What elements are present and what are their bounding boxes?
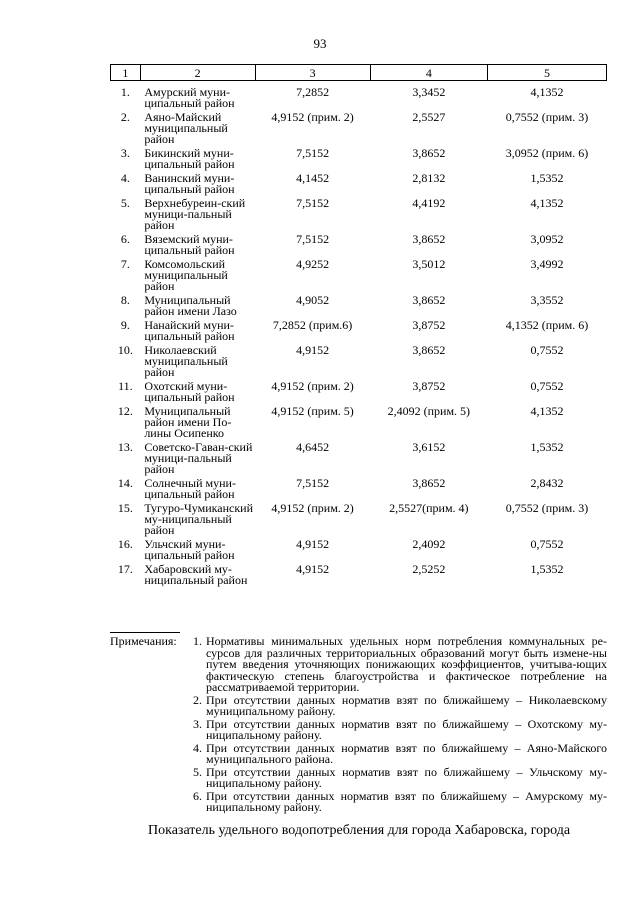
row-number: 8. xyxy=(120,293,130,307)
page-number: 93 xyxy=(313,36,327,51)
value-col5: 4,1352 xyxy=(530,404,564,418)
value-col3: 4,9152 (прим. 2) xyxy=(271,110,354,124)
value-col4: 3,8652 xyxy=(412,476,446,490)
district-name: Муниципальный район имени Лазо xyxy=(144,293,237,318)
note-number: 6. xyxy=(193,788,202,803)
row-number: 14. xyxy=(117,476,133,490)
table-row xyxy=(111,256,607,292)
value-col4: 4,4192 xyxy=(412,196,446,210)
note-text: При отсутствии данных норматив взят по ближайшему – Охотскому му-ниципальному району. xyxy=(206,716,607,742)
value-col5: 0,7552 xyxy=(530,343,564,357)
table-row xyxy=(111,536,607,561)
value-col4: 2,8132 xyxy=(412,171,446,185)
value-col5: 4,1352 (прим. 6) xyxy=(505,318,589,332)
value-col3: 4,9152 (прим. 5) xyxy=(271,404,354,418)
note-text: Нормативы минимальных удельных норм потребления коммунальных ре-сурсов для различных территориальных образований могут быть измене-ны путем введения уточняющих понижающих коэффициентов, учитыва-ющих фактическую степень благоустройства и фактическое потребление на рассматриваемой территории. xyxy=(206,634,607,694)
note-item xyxy=(193,636,607,694)
district-name: Солнечный муни-ципальный район xyxy=(144,476,236,501)
value-col3: 4,9152 xyxy=(296,537,330,551)
value-col5: 0,7552 xyxy=(530,379,564,393)
value-col5: 3,0952 (прим. 6) xyxy=(505,146,589,160)
note-number: 5. xyxy=(193,764,202,779)
district-name: Амурский муни-ципальный район xyxy=(144,85,235,110)
value-col4: 3,8652 xyxy=(412,343,446,357)
column-header: 5 xyxy=(488,65,607,81)
value-col5: 4,1352 xyxy=(530,196,564,210)
value-col5: 1,5352 xyxy=(530,440,564,454)
value-col3: 4,9152 xyxy=(296,343,330,357)
value-col3: 4,9152 (прим. 2) xyxy=(271,501,354,515)
value-col4: 2,4092 xyxy=(412,537,446,551)
district-name: Охотский муни-ципальный район xyxy=(144,379,235,404)
body-paragraph: Показатель удельного водопотребления для города Хабаровска, города xyxy=(148,823,571,838)
district-name: Николаевский муниципальный район xyxy=(144,343,228,379)
value-col5: 4,1352 xyxy=(530,85,564,99)
value-col3: 4,9052 xyxy=(296,293,330,307)
notes-label: Примечания: xyxy=(110,634,177,648)
table-row xyxy=(111,378,607,403)
value-col4: 3,3452 xyxy=(412,85,446,99)
row-number: 1. xyxy=(120,85,130,99)
note-text: При отсутствии данных норматив взят по ближайшему – Амурскому му-ниципальному району. xyxy=(206,788,607,814)
value-col4: 2,5252 xyxy=(412,562,446,576)
value-col5: 0,7552 (прим. 3) xyxy=(505,501,589,515)
table-row xyxy=(111,561,607,586)
row-number: 4. xyxy=(120,171,130,185)
value-col4: 2,5527 xyxy=(412,110,446,124)
row-number: 7. xyxy=(120,257,130,271)
value-col5: 0,7552 xyxy=(530,537,564,551)
district-name: Вяземский муни-ципальный район xyxy=(144,232,235,257)
district-name: Ванинский муни-ципальный район xyxy=(144,171,235,196)
note-item xyxy=(193,740,607,766)
note-text: При отсутствии данных норматив взят по ближайшему – Николаевскому муниципальному району. xyxy=(206,692,607,718)
notes-list xyxy=(193,636,607,815)
notes-divider xyxy=(110,632,180,633)
table-row xyxy=(111,170,607,195)
note-text: При отсутствии данных норматив взят по ближайшему – Аяно-Майского муниципального района. xyxy=(206,740,607,766)
value-col3: 7,2852 (прим.6) xyxy=(272,318,353,332)
row-number: 9. xyxy=(120,318,130,332)
value-col4: 3,5012 xyxy=(412,257,446,271)
value-col5: 3,4992 xyxy=(530,257,564,271)
table-row xyxy=(111,81,607,110)
district-name: Аяно-Майский муниципальный район xyxy=(144,110,228,146)
district-name: Комсомольский муниципальный район xyxy=(144,257,228,293)
note-number: 4. xyxy=(193,740,202,755)
value-col4: 2,5527(прим. 4) xyxy=(389,501,469,515)
note-number: 3. xyxy=(193,716,202,731)
table-row xyxy=(111,195,607,231)
district-name: Тугуро-Чумиканский му-ниципальный район xyxy=(144,501,254,537)
row-number: 11. xyxy=(118,379,133,393)
value-col3: 4,6452 xyxy=(296,440,330,454)
table-row xyxy=(111,439,607,475)
note-number: 2. xyxy=(193,692,202,707)
district-name: Бикинский муни-ципальный район xyxy=(144,146,235,171)
value-col4: 3,8652 xyxy=(412,146,446,160)
table-row xyxy=(111,292,607,317)
value-col5: 3,3552 xyxy=(530,293,564,307)
value-col5: 1,5352 xyxy=(530,562,564,576)
value-col3: 4,9252 xyxy=(296,257,330,271)
table-row xyxy=(111,109,607,145)
table-row xyxy=(111,403,607,439)
value-col5: 3,0952 xyxy=(530,232,564,246)
value-col3: 7,2852 xyxy=(296,85,330,99)
value-col4: 3,8752 xyxy=(412,379,446,393)
value-col3: 7,5152 xyxy=(296,232,330,246)
row-number: 5. xyxy=(120,196,130,210)
row-number: 10. xyxy=(117,343,133,357)
table-row xyxy=(111,342,607,378)
value-col4: 3,8652 xyxy=(412,232,446,246)
value-col3: 4,9152 (прим. 2) xyxy=(271,379,354,393)
value-col4: 2,4092 (прим. 5) xyxy=(387,404,471,418)
value-col5: 2,8432 xyxy=(530,476,564,490)
value-col5: 1,5352 xyxy=(530,171,564,185)
value-col5: 0,7552 (прим. 3) xyxy=(505,110,589,124)
norms-table xyxy=(110,64,607,586)
table-header-row xyxy=(111,65,607,81)
district-name: Верхнебуреин-ский муници-пальный район xyxy=(144,196,246,232)
value-col3: 7,5152 xyxy=(296,476,330,490)
district-name: Муниципальный район имени По-лины Осипенко xyxy=(144,404,232,440)
district-name: Хабаровский му-ниципальный район xyxy=(144,562,248,587)
value-col3: 7,5152 xyxy=(296,146,330,160)
district-name: Советско-Гаван-ский муници-пальный район xyxy=(144,440,253,476)
table-row xyxy=(111,231,607,256)
value-col4: 3,8752 xyxy=(412,318,446,332)
value-col4: 3,8652 xyxy=(412,293,446,307)
column-header: 1 xyxy=(111,65,141,81)
value-col4: 3,6152 xyxy=(412,440,446,454)
note-item xyxy=(193,764,607,790)
district-name: Ульчский муни-ципальный район xyxy=(144,537,235,562)
row-number: 3. xyxy=(120,146,130,160)
row-number: 17. xyxy=(117,562,133,576)
district-name: Нанайский муни-ципальный район xyxy=(144,318,235,343)
value-col3: 7,5152 xyxy=(296,196,330,210)
row-number: 12. xyxy=(117,404,133,418)
table-row xyxy=(111,317,607,342)
column-header: 3 xyxy=(255,65,370,81)
row-number: 6. xyxy=(120,232,130,246)
note-number: 1. xyxy=(193,634,202,648)
row-number: 2. xyxy=(120,110,130,124)
value-col3: 4,1452 xyxy=(296,171,330,185)
column-header: 4 xyxy=(370,65,487,81)
note-item xyxy=(193,788,607,814)
note-item xyxy=(193,692,607,718)
column-header: 2 xyxy=(140,65,255,81)
row-number: 13. xyxy=(117,440,133,454)
table-row xyxy=(111,500,607,536)
row-number: 16. xyxy=(117,537,133,551)
note-text: При отсутствии данных норматив взят по ближайшему – Ульчскому му-ниципальному району. xyxy=(206,764,607,790)
row-number: 15. xyxy=(117,501,133,515)
table-row xyxy=(111,475,607,500)
value-col3: 4,9152 xyxy=(296,562,330,576)
table-row xyxy=(111,145,607,170)
note-item xyxy=(193,716,607,742)
